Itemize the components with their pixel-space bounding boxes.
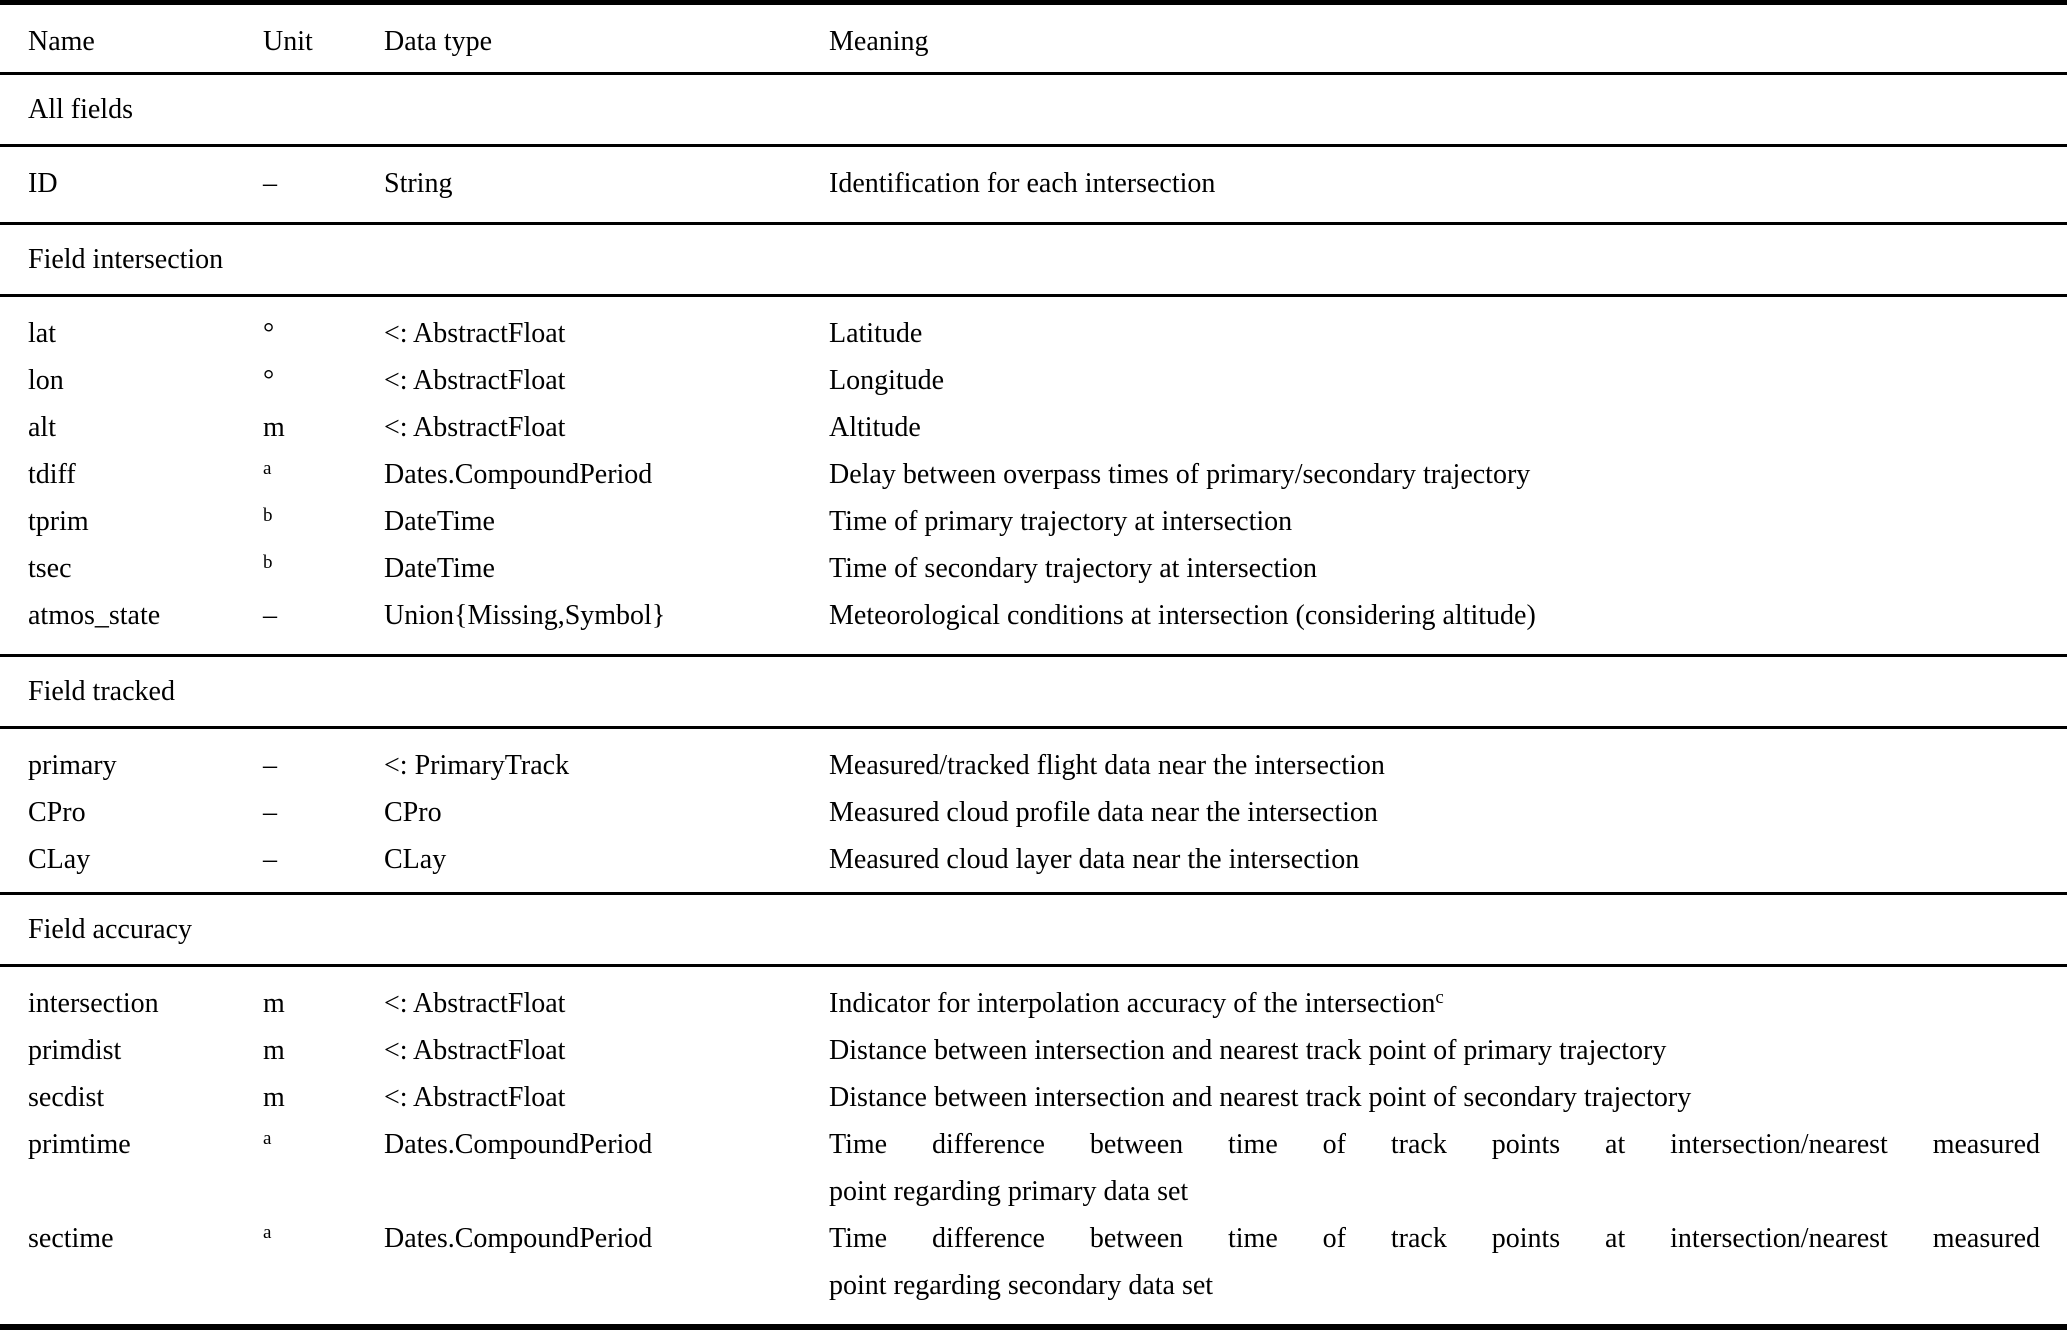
field-unit-cell — [263, 1027, 384, 1074]
field-name-cell: ID — [28, 168, 58, 199]
field-name-cell: tprim — [28, 506, 89, 537]
field-meaning-cell — [829, 545, 2040, 592]
field-datatype-cell: <: AbstractFloat — [384, 1035, 566, 1066]
column-header-datatype: Data type — [384, 26, 493, 57]
field-meaning-cell — [829, 451, 2040, 498]
field-meaning-cell — [829, 1215, 2040, 1309]
table-section — [0, 72, 2067, 222]
field-datatype-cell: <: AbstractFloat — [384, 1082, 566, 1113]
field-unit-cell — [263, 592, 384, 639]
field-datatype-cell: Dates.CompoundPeriod — [384, 1223, 653, 1254]
section-rows — [0, 964, 2067, 1324]
table-row — [0, 980, 2067, 1027]
field-datatype-cell: Dates.CompoundPeriod — [384, 1129, 653, 1160]
table-row — [0, 498, 2067, 545]
table-row — [0, 310, 2067, 357]
meaning-line: Meteorological conditions at intersection (considering altitude) — [829, 600, 1536, 631]
field-unit-cell — [263, 836, 384, 883]
field-meaning-cell — [829, 160, 2040, 207]
field-meaning-cell — [829, 498, 2040, 545]
meaning-line: Indicator for interpolation accuracy of the intersection$^c$ — [829, 987, 1444, 1019]
field-meaning-cell — [829, 592, 2040, 639]
table-section — [0, 222, 2067, 654]
field-name-cell: alt — [28, 412, 56, 443]
field-datatype-cell: DateTime — [384, 553, 495, 584]
meaning-line: point regarding primary data set — [829, 1176, 1189, 1207]
table-row — [0, 1121, 2067, 1215]
field-name-cell: intersection — [28, 988, 159, 1019]
unit-value: – — [263, 168, 277, 199]
column-header-meaning: Meaning — [829, 26, 929, 57]
section-header-row — [0, 72, 2067, 144]
meaning-line: Measured cloud layer data near the intersection — [829, 844, 1360, 875]
field-meaning-cell — [829, 1027, 2040, 1074]
unit-footnote-marker: b — [263, 505, 273, 526]
unit-footnote-marker: a — [263, 1222, 272, 1243]
field-name-cell: primtime — [28, 1129, 131, 1160]
meaning-line: Time of secondary trajectory at intersection — [829, 553, 1318, 584]
table-row — [0, 357, 2067, 404]
unit-value: m — [263, 412, 285, 443]
field-datatype-cell: Union{Missing,Symbol} — [384, 600, 666, 631]
table-row — [0, 1027, 2067, 1074]
meaning-line: Latitude — [829, 318, 923, 349]
field-datatype-cell: DateTime — [384, 506, 495, 537]
table-row — [0, 789, 2067, 836]
unit-value: – — [263, 797, 277, 828]
field-datatype-cell: <: PrimaryTrack — [384, 750, 570, 781]
field-datatype-cell: <: AbstractFloat — [384, 318, 566, 349]
meaning-line: Longitude — [829, 365, 945, 396]
section-title: All fields — [28, 94, 133, 125]
unit-footnote-marker: a — [263, 458, 272, 479]
field-meaning-cell — [829, 789, 2040, 836]
unit-value: m — [263, 1035, 285, 1066]
meaning-line: Altitude — [829, 412, 921, 443]
field-meaning-cell — [829, 980, 2040, 1027]
meaning-line: Distance between intersection and nearest track point of primary trajectory — [829, 1035, 1667, 1066]
section-rows — [0, 144, 2067, 222]
field-unit-cell — [263, 1074, 384, 1121]
table-section — [0, 654, 2067, 892]
field-name-cell: tdiff — [28, 459, 76, 490]
unit-value: m — [263, 1082, 285, 1113]
table-row — [0, 1074, 2067, 1121]
table-section — [0, 892, 2067, 1324]
field-meaning-cell — [829, 742, 2040, 789]
field-name-cell: CLay — [28, 844, 91, 875]
unit-value: – — [263, 600, 277, 631]
section-title: Field accuracy — [28, 914, 193, 945]
field-name-cell: atmos_state — [28, 600, 161, 631]
field-unit-cell — [263, 310, 384, 357]
unit-value: m — [263, 988, 285, 1019]
field-datatype-cell: CPro — [384, 797, 442, 828]
unit-footnote-marker: b — [263, 552, 273, 573]
field-unit-cell — [263, 789, 384, 836]
field-name-cell: lon — [28, 365, 64, 396]
field-meaning-cell — [829, 836, 2040, 883]
meaning-line: Measured cloud profile data near the intersection — [829, 797, 1378, 828]
unit-value: ° — [263, 318, 275, 349]
section-rows — [0, 294, 2067, 654]
table-row — [0, 545, 2067, 592]
section-rows — [0, 726, 2067, 892]
meaning-line: point regarding secondary data set — [829, 1270, 1214, 1301]
field-unit-cell — [263, 980, 384, 1027]
section-header-row — [0, 222, 2067, 294]
field-name-cell: lat — [28, 318, 56, 349]
meaning-line: Identification for each intersection — [829, 168, 1216, 199]
meaning-line: Distance between intersection and nearest track point of secondary trajectory — [829, 1082, 1692, 1113]
meaning-line: Delay between overpass times of primary/secondary trajectory — [829, 459, 1531, 490]
section-title: Field tracked — [28, 676, 175, 707]
table-row — [0, 742, 2067, 789]
unit-value: ° — [263, 365, 275, 396]
field-name-cell: secdist — [28, 1082, 105, 1113]
column-header-name: Name — [28, 26, 95, 57]
unit-value: – — [263, 844, 277, 875]
meaning-footnote-marker: c — [1435, 987, 1444, 1008]
table-row — [0, 1215, 2067, 1309]
field-unit-cell — [263, 404, 384, 451]
field-unit-cell — [263, 498, 384, 545]
field-unit-cell — [263, 357, 384, 404]
meaning-line: Measured/tracked flight data near the intersection — [829, 750, 1385, 781]
field-datatype-cell: CLay — [384, 844, 447, 875]
field-unit-cell — [263, 545, 384, 592]
field-unit-cell — [263, 160, 384, 207]
table-row — [0, 451, 2067, 498]
column-header-unit: Unit — [263, 26, 313, 57]
field-unit-cell — [263, 451, 384, 498]
meaning-line: Time of primary trajectory at intersection — [829, 506, 1293, 537]
unit-value: – — [263, 750, 277, 781]
field-name-cell: primdist — [28, 1035, 122, 1066]
meaning-line: Time difference between time of track points at intersection/nearest measured — [829, 1129, 2040, 1160]
meaning-line: Time difference between time of track points at intersection/nearest measured — [829, 1223, 2040, 1254]
field-datatype-cell: <: AbstractFloat — [384, 412, 566, 443]
field-meaning-cell — [829, 1074, 2040, 1121]
section-title: Field intersection — [28, 244, 224, 275]
field-datatype-cell: <: AbstractFloat — [384, 988, 566, 1019]
field-unit-cell — [263, 1121, 384, 1215]
field-datatype-cell: Dates.CompoundPeriod — [384, 459, 653, 490]
table-row — [0, 404, 2067, 451]
table-row — [0, 836, 2067, 883]
field-name-cell: CPro — [28, 797, 86, 828]
field-name-cell: tsec — [28, 553, 72, 584]
section-header-row — [0, 654, 2067, 726]
field-name-cell: primary — [28, 750, 117, 781]
field-datatype-cell: String — [384, 168, 453, 199]
field-datatype-cell: <: AbstractFloat — [384, 365, 566, 396]
field-unit-cell — [263, 1215, 384, 1309]
section-header-row — [0, 892, 2067, 964]
table-header-row — [0, 5, 2067, 72]
field-meaning-cell — [829, 1121, 2040, 1215]
field-name-cell: sectime — [28, 1223, 114, 1254]
field-meaning-cell — [829, 310, 2040, 357]
table-row — [0, 592, 2067, 639]
field-meaning-cell — [829, 404, 2040, 451]
field-unit-cell — [263, 742, 384, 789]
table-row — [0, 160, 2067, 207]
table-body — [0, 72, 2067, 1324]
field-meaning-cell — [829, 357, 2040, 404]
unit-footnote-marker: a — [263, 1128, 272, 1149]
